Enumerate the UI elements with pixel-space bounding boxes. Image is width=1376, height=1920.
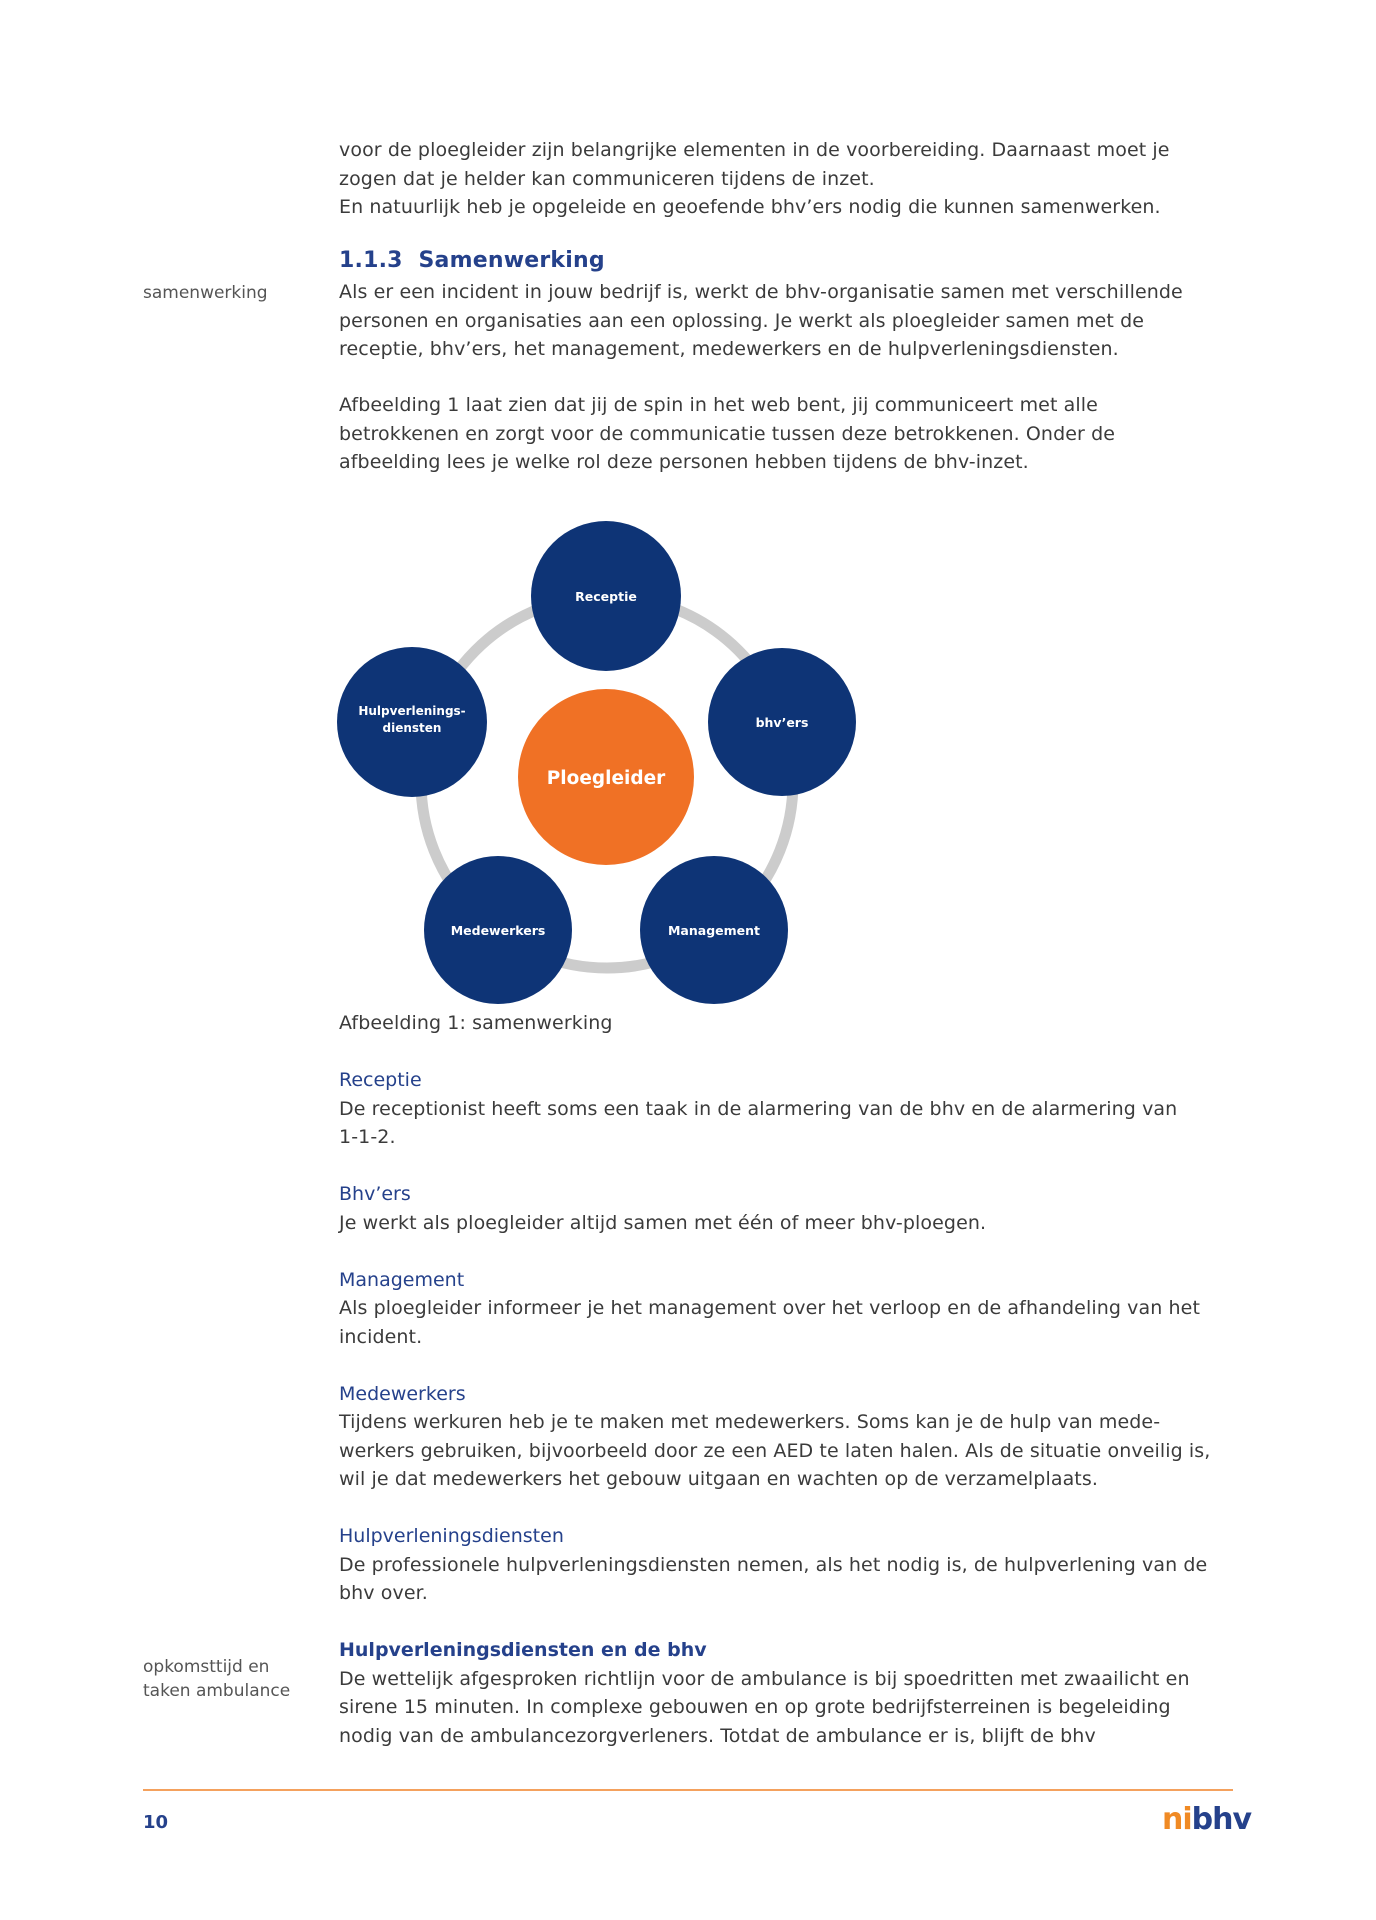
role-line: bhv over. (339, 1582, 428, 1604)
intro-line: zogen dat je helder kan communiceren tijdens de inzet. (339, 167, 875, 190)
paragraph-line: betrokkenen en zorgt voor de communicatie tussen deze betrokkenen. Onder de (339, 422, 1116, 445)
role-bhvers (339, 1180, 1239, 1237)
logo-bhv: bhv (1191, 1802, 1252, 1837)
page-number: 10 (143, 1812, 169, 1833)
margin-note-ambulance (143, 1655, 290, 1703)
role-title: Medewerkers (339, 1382, 466, 1405)
ambulance-line: De wettelijk afgesproken richtlijn voor de ambulance is bij spoedritten met zwaailicht en (339, 1667, 1190, 1690)
role-hulpverleningsdiensten (339, 1522, 1239, 1608)
nibhv-logo (1162, 1803, 1251, 1837)
intro-paragraph (339, 136, 1239, 222)
logo-ni: ni (1162, 1802, 1192, 1837)
section-title: Samenwerking (418, 248, 605, 273)
roles-list (339, 1066, 1239, 1750)
role-line: De professionele hulpverleningsdiensten nemen, als het nodig is, de hulpverlening van de (339, 1553, 1208, 1576)
role-title: Bhv’ers (339, 1183, 411, 1205)
node-label-ploegleider: Ploegleider (546, 768, 666, 789)
ambulance-line: sirene 15 minuten. In complexe gebouwen en op grote bedrijfsterreinen is begeleiding (339, 1696, 1171, 1718)
node-label-medewerkers: Medewerkers (450, 923, 546, 938)
paragraph-line: Afbeelding 1 laat zien dat jij de spin in het web bent, jij communiceert met alle (339, 394, 1098, 416)
node-receptie (531, 521, 681, 671)
node-bhvers (708, 648, 856, 796)
role-medewerkers (339, 1380, 1239, 1494)
node-label-hulp-line1: Hulpverlenings- (358, 704, 466, 718)
collaboration-diagram (330, 510, 870, 1010)
ambulance-section (339, 1636, 1239, 1750)
role-title: Receptie (339, 1069, 422, 1091)
role-line: incident. (339, 1325, 423, 1348)
node-label-receptie: Receptie (575, 589, 637, 604)
margin-note-samenwerking: samenwerking (143, 283, 268, 303)
role-line: 1-1-2. (339, 1126, 396, 1148)
section-number: 1.1.3 (339, 248, 403, 273)
intro-line: En natuurlijk heb je opgeleide en geoefende bhv’ers nodig die kunnen samenwerken. (339, 196, 1161, 218)
paragraph-line: Als er een incident in jouw bedrijf is, werkt de bhv-organisatie samen met verschillende (339, 281, 1183, 303)
paragraph-line: receptie, bhv’ers, het management, medewerkers en de hulpverleningsdiensten. (339, 338, 1119, 360)
intro-line: voor de ploegleider zijn belangrijke elementen in de voorbereiding. Daarnaast moet je (339, 139, 1170, 161)
footer-divider (143, 1789, 1233, 1791)
paragraph-line: personen en organisaties aan een oplossing. Je werkt als ploegleider samen met de (339, 309, 1145, 332)
node-hulpverleningsdiensten (337, 647, 487, 797)
node-label-hulp-line2: diensten (382, 721, 442, 735)
role-receptie (339, 1066, 1239, 1152)
node-label-bhvers: bhv’ers (755, 715, 809, 730)
role-title: Hulpverleningsdiensten (339, 1525, 564, 1547)
node-label-management: Management (667, 923, 761, 938)
section-paragraph-1 (339, 278, 1239, 364)
role-management (339, 1266, 1239, 1352)
margin-note-line: opkomsttijd en (143, 1657, 270, 1677)
node-ploegleider (518, 689, 694, 865)
section-paragraph-2 (339, 391, 1239, 477)
role-line: Als ploegleider informeer je het management over het verloop en de afhandeling van het (339, 1297, 1200, 1319)
figure-caption: Afbeelding 1: samenwerking (339, 1012, 613, 1034)
margin-note-line: taken ambulance (143, 1681, 291, 1701)
node-management (640, 856, 788, 1004)
role-line: wil je dat medewerkers het gebouw uitgaan en wachten op de verzamelplaats. (339, 1468, 1098, 1490)
role-line: Je werkt als ploegleider altijd samen met één of meer bhv-ploegen. (339, 1211, 987, 1234)
section-heading (339, 248, 605, 273)
ambulance-line: nodig van de ambulancezorgverleners. Totdat de ambulance er is, blijft de bhv (339, 1724, 1096, 1747)
role-line: werkers gebruiken, bijvoorbeeld door ze een AED te laten halen. Als de situatie onveilig is, (339, 1439, 1211, 1462)
paragraph-line: afbeelding lees je welke rol deze personen hebben tijdens de bhv-inzet. (339, 451, 1029, 473)
role-line: De receptionist heeft soms een taak in de alarmering van de bhv en de alarmering van (339, 1097, 1178, 1120)
node-medewerkers (424, 856, 572, 1004)
ambulance-title: Hulpverleningsdiensten en de bhv (339, 1639, 707, 1661)
role-title: Management (339, 1268, 465, 1291)
role-line: Tijdens werkuren heb je te maken met medewerkers. Soms kan je de hulp van mede- (339, 1411, 1161, 1433)
